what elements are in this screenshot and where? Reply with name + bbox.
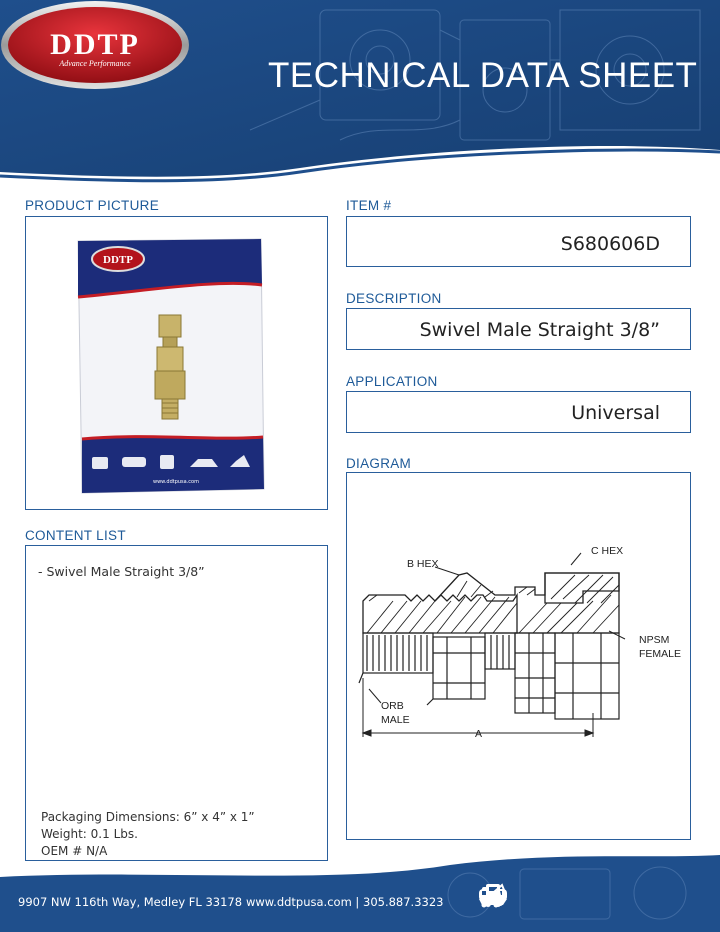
fitting-diagram [347, 473, 692, 841]
oem-number: OEM # N/A [41, 844, 108, 858]
footer-background [0, 855, 720, 932]
page-title: TECHNICAL DATA SHEET [268, 56, 698, 95]
description-value: Swivel Male Straight 3/8” [419, 319, 660, 341]
logo-brand-text: DDTP [50, 28, 140, 61]
npsm-label: NPSM [639, 634, 670, 646]
diagram-box [346, 472, 691, 840]
weight: Weight: 0.1 Lbs. [41, 827, 138, 841]
orb-label: ORB [381, 700, 404, 712]
bag-logo-text: DDTP [103, 254, 133, 266]
application-value: Universal [571, 402, 660, 424]
product-image [26, 217, 329, 511]
footer-banner [0, 855, 720, 932]
c-hex-label: C HEX [591, 545, 624, 557]
header-banner [0, 0, 720, 185]
application-label: APPLICATION [346, 374, 438, 389]
content-list-item: - Swivel Male Straight 3/8” [38, 564, 205, 579]
product-picture-label: PRODUCT PICTURE [25, 198, 160, 213]
diagram-label: DIAGRAM [346, 456, 412, 471]
a-dimension-label: A [475, 728, 483, 740]
footer-phone[interactable]: 305.887.3323 [363, 895, 444, 909]
male-label: MALE [381, 714, 410, 726]
female-label: FEMALE [639, 648, 682, 660]
description-box [346, 308, 691, 350]
content-list-label: CONTENT LIST [25, 528, 126, 543]
ddtp-logo [0, 0, 190, 90]
application-box [346, 391, 691, 433]
excavator-icon [478, 881, 508, 909]
b-hex-label: B HEX [407, 558, 439, 570]
bag-website: www.ddtpusa.com [153, 479, 199, 485]
product-picture-box [25, 216, 328, 510]
footer-address: 9907 NW 116th Way, Medley FL 33178 [18, 895, 243, 909]
footer-website[interactable]: www.ddtpusa.com | [246, 895, 360, 909]
content-list-box [25, 545, 328, 861]
logo-tagline: Advance Performance [59, 59, 131, 68]
item-number: S680606D [560, 233, 660, 255]
item-label: ITEM # [346, 198, 392, 213]
item-number-box [346, 216, 691, 267]
packaging-dimensions: Packaging Dimensions: 6” x 4” x 1” [41, 810, 255, 824]
description-label: DESCRIPTION [346, 291, 442, 306]
